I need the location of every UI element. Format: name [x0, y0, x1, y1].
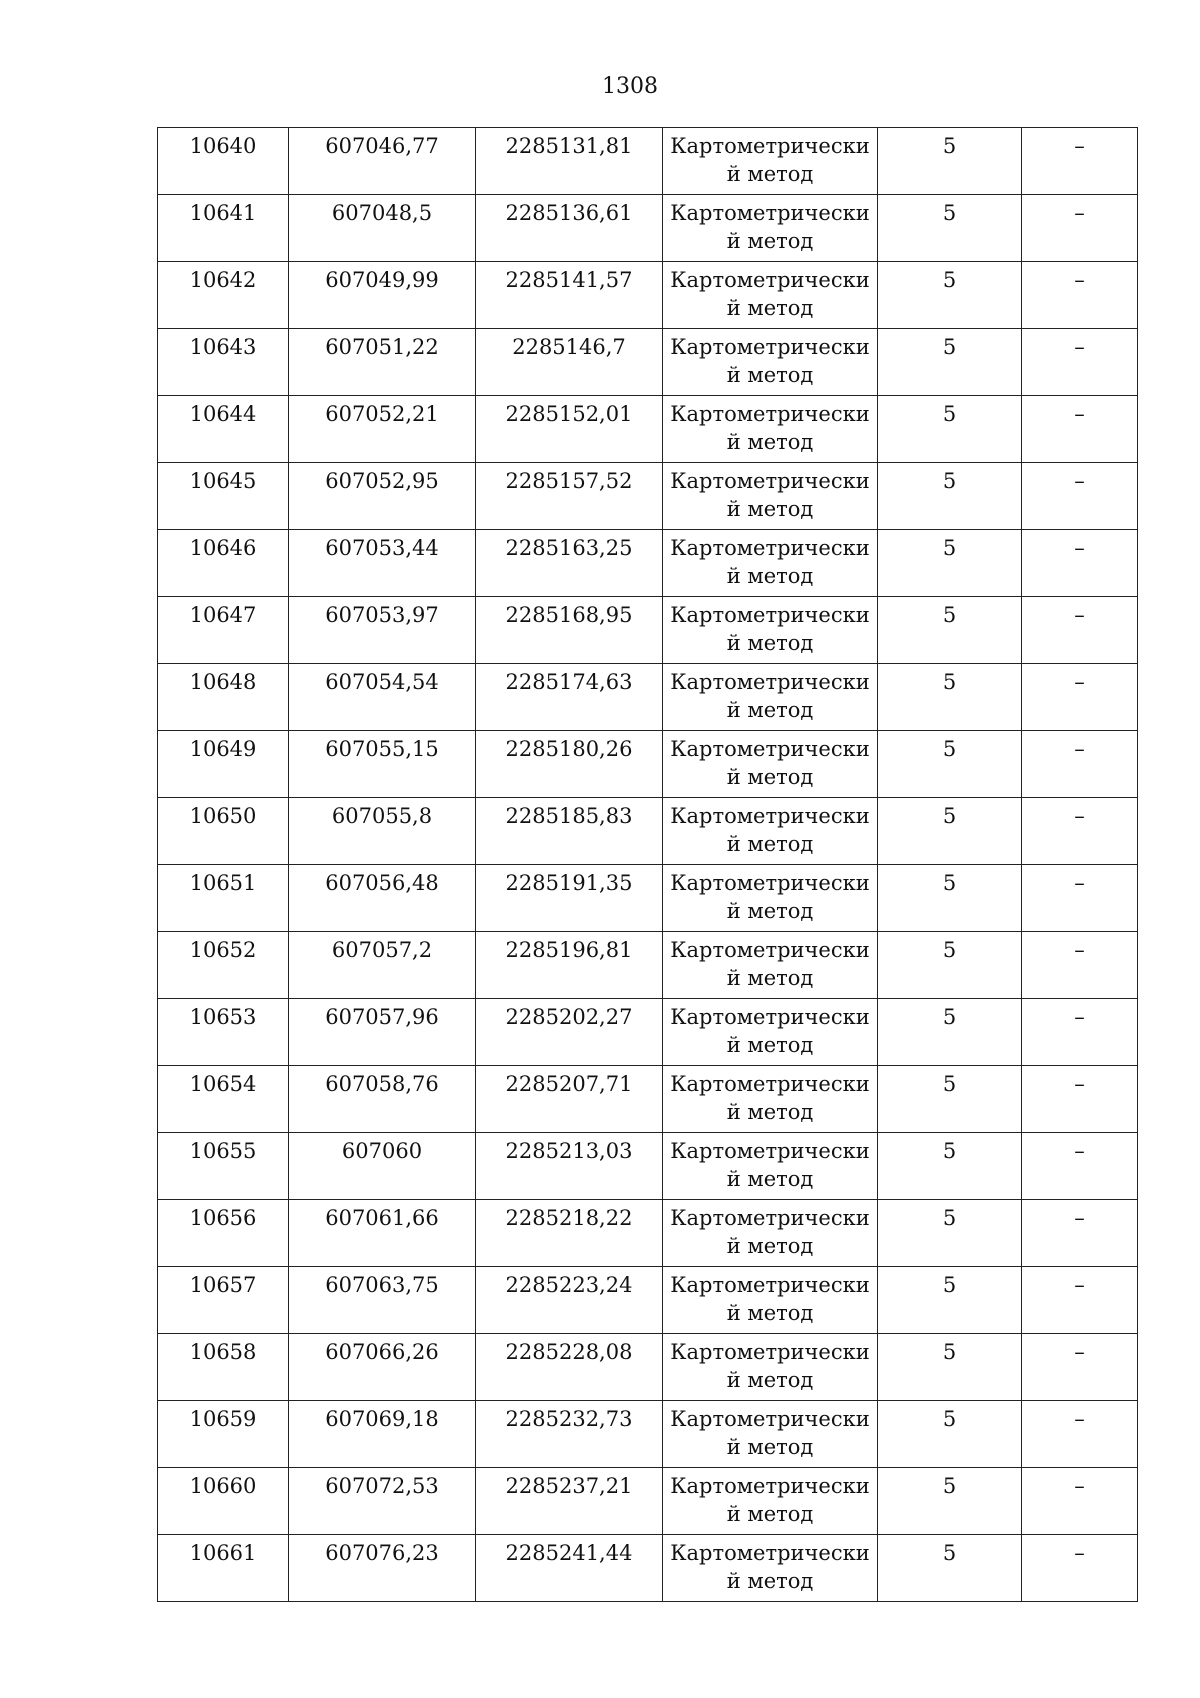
x-coordinate-cell: 607056,48: [289, 865, 476, 932]
method-line-2: й метод: [726, 162, 814, 186]
accuracy-cell: 5: [878, 128, 1022, 195]
accuracy-cell: 5: [878, 664, 1022, 731]
accuracy-cell: 5: [878, 1468, 1022, 1535]
method-line-1: Картометрически: [670, 1407, 870, 1431]
note-cell: –: [1022, 798, 1138, 865]
method-line-1: Картометрически: [670, 201, 870, 225]
point-id-cell: 10646: [158, 530, 289, 597]
table-row: [158, 530, 1138, 597]
method-line-2: й метод: [726, 899, 814, 923]
method-line-2: й метод: [726, 1301, 814, 1325]
point-id-cell: 10649: [158, 731, 289, 798]
method-cell: [663, 664, 878, 731]
method-line-1: Картометрически: [670, 938, 870, 962]
accuracy-cell: 5: [878, 597, 1022, 664]
note-cell: –: [1022, 1334, 1138, 1401]
x-coordinate-cell: 607048,5: [289, 195, 476, 262]
point-id-cell: 10640: [158, 128, 289, 195]
y-coordinate-cell: 2285237,21: [476, 1468, 663, 1535]
table-row: [158, 329, 1138, 396]
x-coordinate-cell: 607049,99: [289, 262, 476, 329]
y-coordinate-cell: 2285218,22: [476, 1200, 663, 1267]
x-coordinate-cell: 607055,15: [289, 731, 476, 798]
x-coordinate-cell: 607057,96: [289, 999, 476, 1066]
accuracy-cell: 5: [878, 1267, 1022, 1334]
x-coordinate-cell: 607054,54: [289, 664, 476, 731]
method-line-1: Картометрически: [670, 804, 870, 828]
x-coordinate-cell: 607076,23: [289, 1535, 476, 1602]
method-line-2: й метод: [726, 430, 814, 454]
accuracy-cell: 5: [878, 1200, 1022, 1267]
method-cell: [663, 1401, 878, 1468]
table-row: [158, 999, 1138, 1066]
point-id-cell: 10656: [158, 1200, 289, 1267]
table-row: [158, 1334, 1138, 1401]
y-coordinate-cell: 2285241,44: [476, 1535, 663, 1602]
accuracy-cell: 5: [878, 530, 1022, 597]
note-cell: –: [1022, 128, 1138, 195]
method-cell: [663, 463, 878, 530]
accuracy-cell: 5: [878, 329, 1022, 396]
note-cell: –: [1022, 664, 1138, 731]
accuracy-cell: 5: [878, 932, 1022, 999]
method-line-2: й метод: [726, 1167, 814, 1191]
point-id-cell: 10648: [158, 664, 289, 731]
accuracy-cell: 5: [878, 1133, 1022, 1200]
note-cell: –: [1022, 597, 1138, 664]
y-coordinate-cell: 2285223,24: [476, 1267, 663, 1334]
x-coordinate-cell: 607052,95: [289, 463, 476, 530]
method-line-1: Картометрически: [670, 134, 870, 158]
accuracy-cell: 5: [878, 463, 1022, 530]
y-coordinate-cell: 2285228,08: [476, 1334, 663, 1401]
method-line-2: й метод: [726, 296, 814, 320]
method-cell: [663, 932, 878, 999]
note-cell: –: [1022, 1468, 1138, 1535]
note-cell: –: [1022, 463, 1138, 530]
note-cell: –: [1022, 530, 1138, 597]
table-row: [158, 463, 1138, 530]
y-coordinate-cell: 2285136,61: [476, 195, 663, 262]
note-cell: –: [1022, 1133, 1138, 1200]
point-id-cell: 10645: [158, 463, 289, 530]
note-cell: –: [1022, 1200, 1138, 1267]
y-coordinate-cell: 2285207,71: [476, 1066, 663, 1133]
method-cell: [663, 1267, 878, 1334]
method-line-1: Картометрически: [670, 871, 870, 895]
x-coordinate-cell: 607051,22: [289, 329, 476, 396]
method-line-2: й метод: [726, 1569, 814, 1593]
x-coordinate-cell: 607066,26: [289, 1334, 476, 1401]
point-id-cell: 10655: [158, 1133, 289, 1200]
accuracy-cell: 5: [878, 999, 1022, 1066]
table-row: [158, 597, 1138, 664]
accuracy-cell: 5: [878, 1535, 1022, 1602]
table-row: [158, 1133, 1138, 1200]
note-cell: –: [1022, 329, 1138, 396]
method-line-1: Картометрически: [670, 402, 870, 426]
method-line-2: й метод: [726, 966, 814, 990]
note-cell: –: [1022, 1267, 1138, 1334]
method-line-2: й метод: [726, 1033, 814, 1057]
table-body: [158, 128, 1138, 1602]
table-row: [158, 396, 1138, 463]
x-coordinate-cell: 607053,97: [289, 597, 476, 664]
table-row: [158, 1468, 1138, 1535]
point-id-cell: 10661: [158, 1535, 289, 1602]
y-coordinate-cell: 2285202,27: [476, 999, 663, 1066]
table-row: [158, 195, 1138, 262]
method-line-2: й метод: [726, 1234, 814, 1258]
y-coordinate-cell: 2285180,26: [476, 731, 663, 798]
coordinates-table: [157, 127, 1138, 1602]
table-row: [158, 1066, 1138, 1133]
note-cell: –: [1022, 865, 1138, 932]
table-row: [158, 1200, 1138, 1267]
method-cell: [663, 128, 878, 195]
method-cell: [663, 1200, 878, 1267]
note-cell: –: [1022, 1066, 1138, 1133]
note-cell: –: [1022, 195, 1138, 262]
y-coordinate-cell: 2285163,25: [476, 530, 663, 597]
method-line-1: Картометрически: [670, 603, 870, 627]
table-row: [158, 798, 1138, 865]
point-id-cell: 10652: [158, 932, 289, 999]
y-coordinate-cell: 2285185,83: [476, 798, 663, 865]
method-line-1: Картометрически: [670, 1273, 870, 1297]
note-cell: –: [1022, 1401, 1138, 1468]
x-coordinate-cell: 607057,2: [289, 932, 476, 999]
method-line-1: Картометрически: [670, 1474, 870, 1498]
note-cell: –: [1022, 999, 1138, 1066]
accuracy-cell: 5: [878, 1334, 1022, 1401]
y-coordinate-cell: 2285232,73: [476, 1401, 663, 1468]
method-cell: [663, 731, 878, 798]
y-coordinate-cell: 2285174,63: [476, 664, 663, 731]
note-cell: –: [1022, 1535, 1138, 1602]
x-coordinate-cell: 607058,76: [289, 1066, 476, 1133]
method-line-2: й метод: [726, 631, 814, 655]
method-line-2: й метод: [726, 363, 814, 387]
table-row: [158, 865, 1138, 932]
method-line-2: й метод: [726, 1368, 814, 1392]
accuracy-cell: 5: [878, 195, 1022, 262]
y-coordinate-cell: 2285152,01: [476, 396, 663, 463]
y-coordinate-cell: 2285196,81: [476, 932, 663, 999]
table-row: [158, 1535, 1138, 1602]
method-line-1: Картометрически: [670, 1139, 870, 1163]
point-id-cell: 10653: [158, 999, 289, 1066]
method-line-2: й метод: [726, 1435, 814, 1459]
method-line-1: Картометрически: [670, 469, 870, 493]
x-coordinate-cell: 607072,53: [289, 1468, 476, 1535]
point-id-cell: 10644: [158, 396, 289, 463]
point-id-cell: 10658: [158, 1334, 289, 1401]
method-line-2: й метод: [726, 497, 814, 521]
method-cell: [663, 597, 878, 664]
point-id-cell: 10660: [158, 1468, 289, 1535]
y-coordinate-cell: 2285157,52: [476, 463, 663, 530]
y-coordinate-cell: 2285131,81: [476, 128, 663, 195]
method-line-1: Картометрически: [670, 1206, 870, 1230]
point-id-cell: 10647: [158, 597, 289, 664]
method-line-2: й метод: [726, 229, 814, 253]
method-line-1: Картометрически: [670, 1340, 870, 1364]
point-id-cell: 10657: [158, 1267, 289, 1334]
method-line-1: Картометрически: [670, 1072, 870, 1096]
table-row: [158, 932, 1138, 999]
page-number: 1308: [602, 74, 658, 99]
y-coordinate-cell: 2285146,7: [476, 329, 663, 396]
method-line-1: Картометрически: [670, 1541, 870, 1565]
method-cell: [663, 1535, 878, 1602]
point-id-cell: 10654: [158, 1066, 289, 1133]
accuracy-cell: 5: [878, 262, 1022, 329]
x-coordinate-cell: 607063,75: [289, 1267, 476, 1334]
method-cell: [663, 999, 878, 1066]
method-line-2: й метод: [726, 765, 814, 789]
x-coordinate-cell: 607052,21: [289, 396, 476, 463]
method-line-2: й метод: [726, 1100, 814, 1124]
method-cell: [663, 1066, 878, 1133]
x-coordinate-cell: 607053,44: [289, 530, 476, 597]
method-cell: [663, 530, 878, 597]
accuracy-cell: 5: [878, 798, 1022, 865]
method-cell: [663, 798, 878, 865]
x-coordinate-cell: 607046,77: [289, 128, 476, 195]
x-coordinate-cell: 607069,18: [289, 1401, 476, 1468]
method-cell: [663, 865, 878, 932]
method-cell: [663, 396, 878, 463]
point-id-cell: 10642: [158, 262, 289, 329]
table-row: [158, 1401, 1138, 1468]
method-line-1: Картометрически: [670, 268, 870, 292]
x-coordinate-cell: 607061,66: [289, 1200, 476, 1267]
y-coordinate-cell: 2285141,57: [476, 262, 663, 329]
point-id-cell: 10659: [158, 1401, 289, 1468]
method-cell: [663, 195, 878, 262]
method-line-1: Картометрически: [670, 536, 870, 560]
accuracy-cell: 5: [878, 1066, 1022, 1133]
table-row: [158, 664, 1138, 731]
method-cell: [663, 329, 878, 396]
method-line-1: Картометрически: [670, 335, 870, 359]
note-cell: –: [1022, 262, 1138, 329]
accuracy-cell: 5: [878, 396, 1022, 463]
note-cell: –: [1022, 731, 1138, 798]
accuracy-cell: 5: [878, 731, 1022, 798]
method-cell: [663, 1133, 878, 1200]
method-line-1: Картометрически: [670, 1005, 870, 1029]
point-id-cell: 10641: [158, 195, 289, 262]
y-coordinate-cell: 2285213,03: [476, 1133, 663, 1200]
method-cell: [663, 262, 878, 329]
table-row: [158, 731, 1138, 798]
accuracy-cell: 5: [878, 1401, 1022, 1468]
point-id-cell: 10643: [158, 329, 289, 396]
note-cell: –: [1022, 396, 1138, 463]
method-line-2: й метод: [726, 832, 814, 856]
method-line-1: Картометрически: [670, 670, 870, 694]
x-coordinate-cell: 607055,8: [289, 798, 476, 865]
table-row: [158, 128, 1138, 195]
accuracy-cell: 5: [878, 865, 1022, 932]
method-line-2: й метод: [726, 564, 814, 588]
point-id-cell: 10651: [158, 865, 289, 932]
table-row: [158, 262, 1138, 329]
x-coordinate-cell: 607060: [289, 1133, 476, 1200]
method-line-1: Картометрически: [670, 737, 870, 761]
y-coordinate-cell: 2285168,95: [476, 597, 663, 664]
table-row: [158, 1267, 1138, 1334]
method-cell: [663, 1468, 878, 1535]
method-line-2: й метод: [726, 698, 814, 722]
method-line-2: й метод: [726, 1502, 814, 1526]
method-cell: [663, 1334, 878, 1401]
note-cell: –: [1022, 932, 1138, 999]
point-id-cell: 10650: [158, 798, 289, 865]
y-coordinate-cell: 2285191,35: [476, 865, 663, 932]
